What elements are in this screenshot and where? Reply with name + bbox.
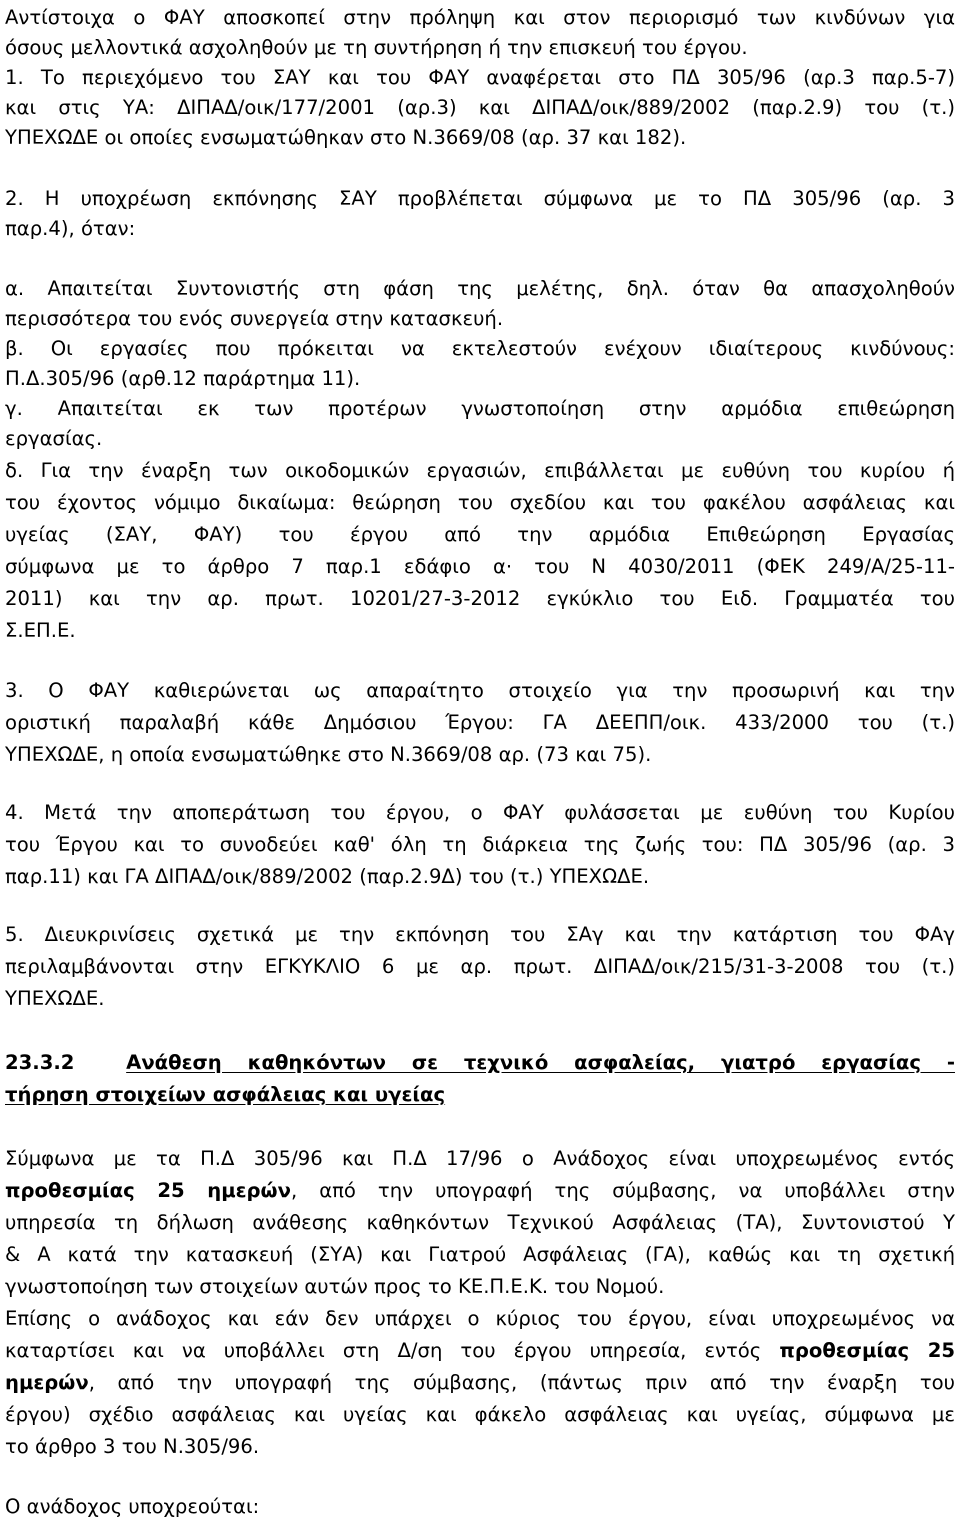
item-4-line: παρ.11) και ΓΑ ΔΙΠΑΔ/οικ/889/2002 (παρ.2.9Δ) του (τ.) ΥΠΕΧΩΔΕ. [5, 865, 650, 888]
paragraph-text: , από την υπογραφή της σύμβασης, (πάντως πριν από την έναρξη του [88, 1371, 955, 1394]
paragraph-line: Ο ανάδοχος υποχρεούται: [5, 1495, 260, 1518]
item-d-line: σύμφωνα με το άρθρο 7 παρ.1 εδάφιο α· του Ν 4030/2011 (ΦΕΚ 249/Α/25-11- [5, 555, 955, 578]
item-a-line: α. Απαιτείται Συντονιστής στη φάση της μελέτης, δηλ. όταν θα απασχοληθούν [5, 277, 955, 300]
item-5-line: ΥΠΕΧΩΔΕ. [5, 987, 105, 1010]
item-2-line: παρ.4), όταν: [5, 217, 136, 240]
item-3-line: οριστική παραλαβή κάθε Δημόσιου Έργου: ΓΑ ΔΕΕΠΠ/οικ. 433/2000 του (τ.) [5, 711, 955, 734]
item-5-line: 5. Διευκρινίσεις σχετικά με την εκπόνηση του ΣΑγ και την κατάρτιση του ΦΑγ [5, 923, 955, 946]
item-c-line: γ. Απαιτείται εκ των προτέρων γνωστοποίηση στην αρμόδια επιθεώρηση [5, 397, 955, 420]
paragraph-line: Σύμφωνα με τα Π.Δ 305/96 και Π.Δ 17/96 ο Ανάδοχος είναι υποχρεωμένος εντός [5, 1147, 955, 1170]
item-2-line: 2. Η υποχρέωση εκπόνησης ΣΑΥ προβλέπεται σύμφωνα με το ΠΔ 305/96 (αρ. 3 [5, 187, 955, 210]
item-1-line: ΥΠΕΧΩΔΕ οι οποίες ενσωματώθηκαν στο Ν.3669/08 (αρ. 37 και 182). [5, 126, 687, 149]
intro-line: όσους μελλοντικά ασχοληθούν με τη συντήρηση ή την επισκευή του έργου. [5, 36, 748, 59]
section-title: Ανάθεση καθηκόντων σε τεχνικό ασφαλείας, γιατρό εργασίας - [126, 1051, 955, 1074]
paragraph-line: Επίσης ο ανάδοχος και εάν δεν υπάρχει ο κύριος του έργου, είναι υποχρεωμένος να [5, 1307, 955, 1330]
item-a-line: περισσότερα του ενός συνεργεία στην κατασκευή. [5, 307, 504, 330]
item-1-line: 1. Το περιεχόμενο του ΣΑΥ και του ΦΑΥ αναφέρεται στο ΠΔ 305/96 (αρ.3 παρ.5-7) [5, 66, 955, 89]
section-title-continued: τήρηση στοιχείων ασφάλειας και υγείας [5, 1083, 446, 1106]
paragraph-line: υπηρεσία τη δήλωση ανάθεσης καθηκόντων Τεχνικού Ασφάλειας (ΤΑ), Συντονιστού Υ [5, 1211, 955, 1234]
item-5-line: περιλαμβάνονται στην ΕΓΚΥΚΛΙΟ 6 με αρ. πρωτ. ΔΙΠΑΔ/οικ/215/31-3-2008 του (τ.) [5, 955, 955, 978]
item-1-line: και στις ΥΑ: ΔΙΠΑΔ/οικ/177/2001 (αρ.3) και ΔΙΠΑΔ/οικ/889/2002 (παρ.2.9) του (τ.) [5, 96, 955, 119]
paragraph-line: έργου) σχέδιο ασφάλειας και υγείας και φάκελο ασφάλειας και υγείας, σύμφωνα με [5, 1403, 955, 1426]
item-3-line: 3. Ο ΦΑΥ καθιερώνεται ως απαραίτητο στοιχείο για την προσωρινή και την [5, 679, 955, 702]
paragraph-line: το άρθρο 3 του Ν.305/96. [5, 1435, 260, 1458]
item-3-line: ΥΠΕΧΩΔΕ, η οποία ενσωματώθηκε στο Ν.3669/08 αρ. (73 και 75). [5, 743, 652, 766]
item-4-line: του Έργου και το συνοδεύει καθ' όλη τη διάρκεια της ζωής του: ΠΔ 305/96 (αρ. 3 [5, 833, 955, 856]
item-d-line: δ. Για την έναρξη των οικοδομικών εργασιών, επιβάλλεται με ευθύνη του κυρίου ή [5, 459, 955, 482]
paragraph-line [5, 1336, 955, 1366]
intro-line: Αντίστοιχα ο ΦΑΥ αποσκοπεί στην πρόληψη και στον περιορισμό των κινδύνων για [5, 6, 955, 29]
item-d-line: Σ.ΕΠ.Ε. [5, 619, 76, 642]
section-heading [5, 1048, 955, 1078]
item-b-line: β. Οι εργασίες που πρόκειται να εκτελεστούν ενέχουν ιδιαίτερους κινδύνους: [5, 337, 955, 360]
paragraph-line [5, 1368, 955, 1398]
item-d-line: του έχοντος νόμιμο δικαίωμα: θεώρηση του σχεδίου και του φακέλου ασφάλειας και [5, 491, 955, 514]
paragraph-text: καταρτίσει και να υποβάλλει στη Δ/ση του έργου υπηρεσία, εντός [5, 1339, 780, 1362]
paragraph-line [5, 1176, 955, 1206]
item-b-line: Π.Δ.305/96 (αρθ.12 παράρτημα 11). [5, 367, 361, 390]
deadline-emphasis: προθεσμίας 25 ημερών [5, 1179, 291, 1202]
section-number: 23.3.2 [5, 1051, 75, 1074]
item-d-line: υγείας (ΣΑΥ, ΦΑΥ) του έργου από την αρμόδια Επιθεώρηση Εργασίας [5, 523, 955, 546]
item-c-line: εργασίας. [5, 427, 103, 450]
item-4-line: 4. Μετά την αποπεράτωση του έργου, ο ΦΑΥ φυλάσσεται με ευθύνη του Κυρίου [5, 801, 955, 824]
deadline-emphasis: ημερών [5, 1371, 89, 1394]
deadline-emphasis: προθεσμίας 25 [779, 1339, 955, 1362]
paragraph-text: , από την υπογραφή της σύμβασης, να υποβάλλει στην [290, 1179, 955, 1202]
paragraph-line: γνωστοποίηση των στοιχείων αυτών προς το ΚΕ.Π.Ε.Κ. του Νομού. [5, 1275, 665, 1298]
item-d-line: 2011) και την αρ. πρωτ. 10201/27-3-2012 εγκύκλιο του Ειδ. Γραμματέα του [5, 587, 955, 610]
paragraph-line: & Α κατά την κατασκευή (ΣΥΑ) και Γιατρού Ασφάλειας (ΓΑ), καθώς και τη σχετική [5, 1243, 955, 1266]
